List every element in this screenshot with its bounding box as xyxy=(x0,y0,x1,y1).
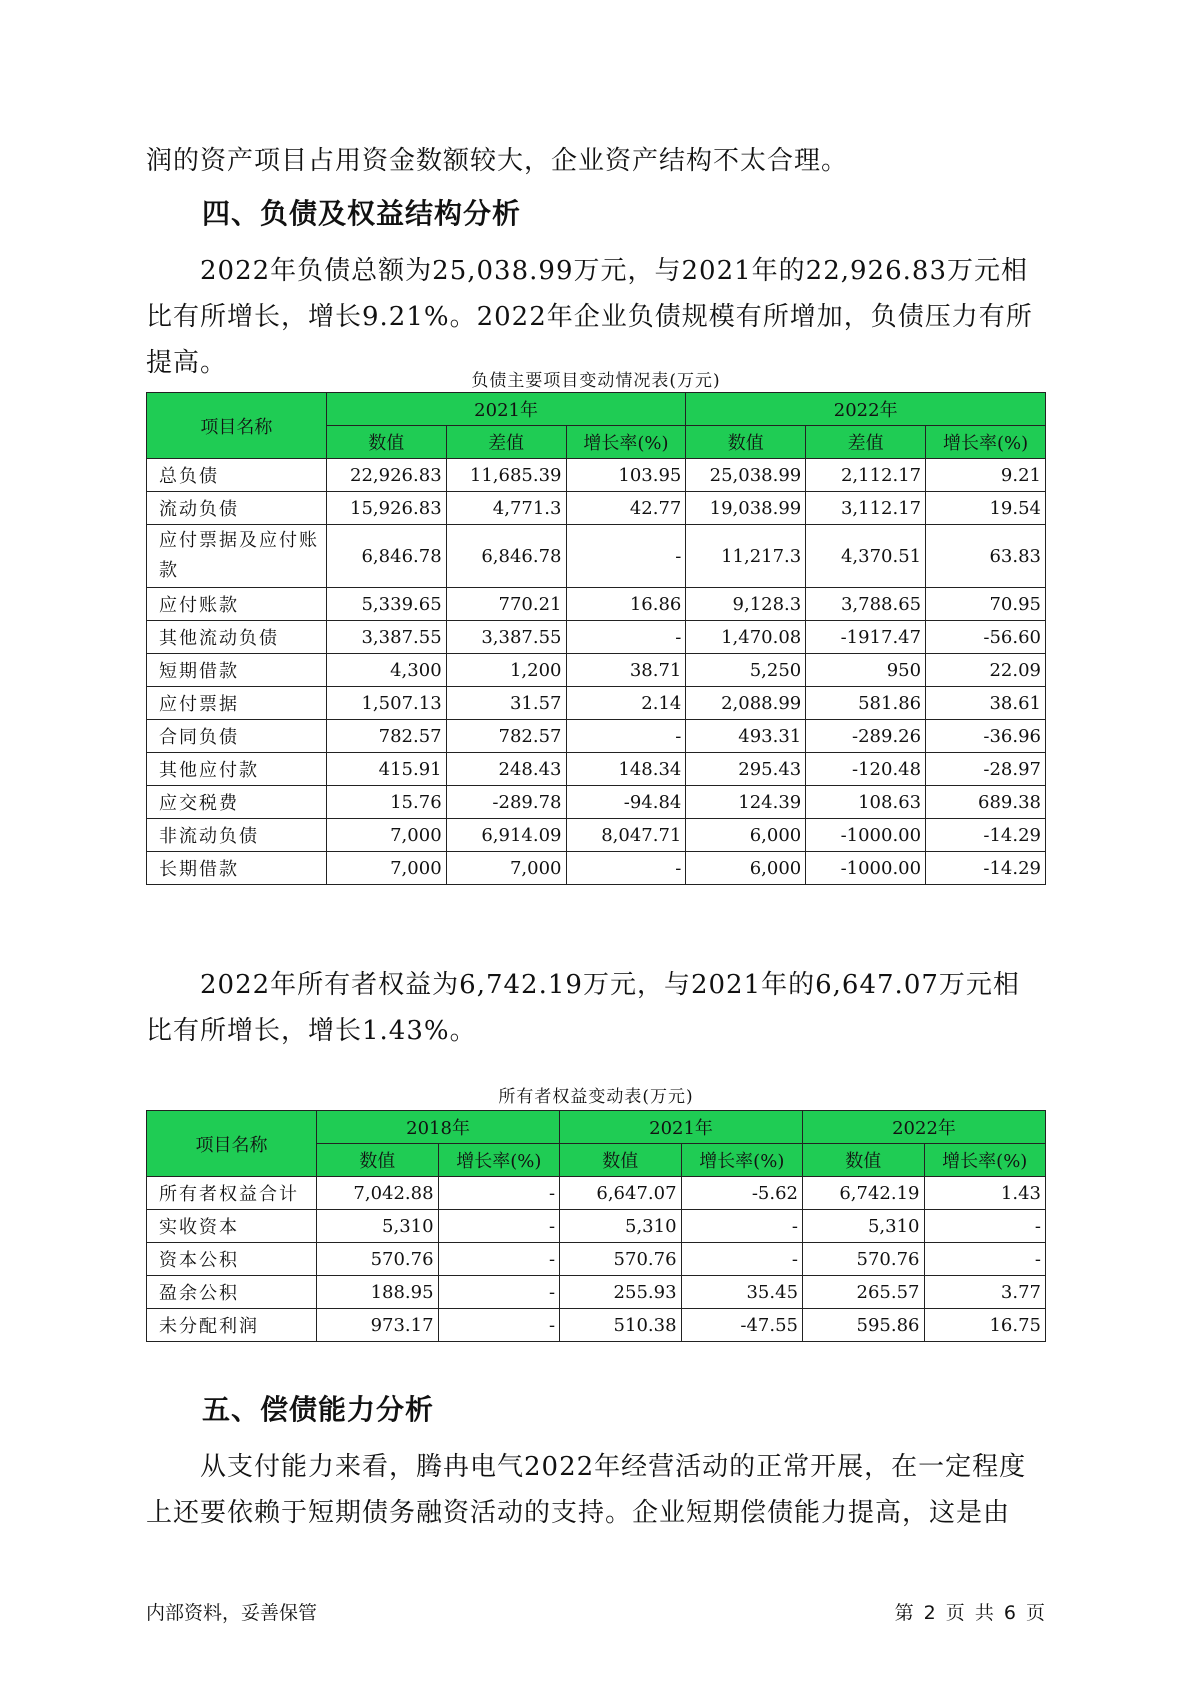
cell-value: 5,310 xyxy=(803,1210,924,1243)
year-2022-header: 2022年 xyxy=(686,393,1046,426)
row-label: 合同负债 xyxy=(147,720,327,753)
row-label: 盈余公积 xyxy=(147,1276,317,1309)
cell-growth: 9.21 xyxy=(926,459,1046,492)
cell-growth: 38.71 xyxy=(566,654,686,687)
cell-growth: - xyxy=(924,1243,1046,1276)
cell-value: 6,846.78 xyxy=(326,525,446,588)
value-header: 数值 xyxy=(686,426,806,459)
cell-diff: 11,685.39 xyxy=(446,459,566,492)
cell-value: 6,000 xyxy=(686,852,806,885)
cell-diff: -1000.00 xyxy=(806,819,926,852)
cell-growth: -94.84 xyxy=(566,786,686,819)
cell-growth: 1.43 xyxy=(924,1177,1046,1210)
cell-value: 15.76 xyxy=(326,786,446,819)
cell-diff: 4,771.3 xyxy=(446,492,566,525)
cell-diff: 31.57 xyxy=(446,687,566,720)
table-row xyxy=(147,459,1046,492)
row-label: 应付账款 xyxy=(147,588,327,621)
cell-value: 7,042.88 xyxy=(317,1177,438,1210)
cell-value: 5,250 xyxy=(686,654,806,687)
cell-value: 188.95 xyxy=(317,1276,438,1309)
year-2022-header: 2022年 xyxy=(803,1111,1046,1144)
row-label: 应交税费 xyxy=(147,786,327,819)
cell-growth: 16.86 xyxy=(566,588,686,621)
cell-growth: - xyxy=(438,1177,559,1210)
table-row xyxy=(147,786,1046,819)
cell-diff: -1000.00 xyxy=(806,852,926,885)
cell-value: 7,000 xyxy=(326,852,446,885)
cell-value: 19,038.99 xyxy=(686,492,806,525)
page-number: 第 2 页 共 6 页 xyxy=(894,1602,1045,1624)
cell-value: 493.31 xyxy=(686,720,806,753)
cell-growth: -47.55 xyxy=(681,1309,802,1342)
cell-growth: 63.83 xyxy=(926,525,1046,588)
row-label: 其他流动负债 xyxy=(147,621,327,654)
section-4-title: 四、负债及权益结构分析 xyxy=(202,197,522,230)
section-5-paragraph: 从支付能力来看，腾冉电气2022年经营活动的正常开展，在一定程度上还要依赖于短期债务融资活动的支持。企业短期偿债能力提高，这是由 xyxy=(146,1452,1027,1528)
cell-value: 22,926.83 xyxy=(326,459,446,492)
table-row xyxy=(147,852,1046,885)
cell-value: 5,310 xyxy=(560,1210,681,1243)
cell-value: 3,387.55 xyxy=(326,621,446,654)
liabilities-table-caption: 负债主要项目变动情况表(万元) xyxy=(471,371,721,391)
year-2021-header: 2021年 xyxy=(560,1111,803,1144)
cell-diff: 6,914.09 xyxy=(446,819,566,852)
cell-diff: 7,000 xyxy=(446,852,566,885)
cell-diff: 3,112.17 xyxy=(806,492,926,525)
table-row xyxy=(147,525,1046,588)
row-label: 实收资本 xyxy=(147,1210,317,1243)
cell-value: 5,310 xyxy=(317,1210,438,1243)
cell-growth: 689.38 xyxy=(926,786,1046,819)
cell-value: 4,300 xyxy=(326,654,446,687)
table-row xyxy=(147,1276,1046,1309)
cell-diff: -289.26 xyxy=(806,720,926,753)
cell-value: 255.93 xyxy=(560,1276,681,1309)
value-header: 数值 xyxy=(560,1144,681,1177)
cell-growth: 148.34 xyxy=(566,753,686,786)
cell-growth: 22.09 xyxy=(926,654,1046,687)
cell-growth: 35.45 xyxy=(681,1276,802,1309)
table-row xyxy=(147,654,1046,687)
cell-value: 15,926.83 xyxy=(326,492,446,525)
equity-table-caption: 所有者权益变动表(万元) xyxy=(498,1087,694,1107)
cell-value: 510.38 xyxy=(560,1309,681,1342)
cell-growth: - xyxy=(924,1210,1046,1243)
cell-diff: 1,200 xyxy=(446,654,566,687)
row-label: 所有者权益合计 xyxy=(147,1177,317,1210)
cell-value: 570.76 xyxy=(803,1243,924,1276)
cell-diff: 248.43 xyxy=(446,753,566,786)
cell-growth: 42.77 xyxy=(566,492,686,525)
diff-header: 差值 xyxy=(806,426,926,459)
item-name-header: 项目名称 xyxy=(147,393,327,459)
table-row xyxy=(147,1309,1046,1342)
cell-growth: 38.61 xyxy=(926,687,1046,720)
cell-diff: 950 xyxy=(806,654,926,687)
cell-growth: -56.60 xyxy=(926,621,1046,654)
row-label: 应付票据及应付账款 xyxy=(147,525,327,588)
cell-growth: -28.97 xyxy=(926,753,1046,786)
cell-diff: 2,112.17 xyxy=(806,459,926,492)
cell-diff: -1917.47 xyxy=(806,621,926,654)
row-label: 非流动负债 xyxy=(147,819,327,852)
row-label: 未分配利润 xyxy=(147,1309,317,1342)
cell-value: 6,742.19 xyxy=(803,1177,924,1210)
row-label: 长期借款 xyxy=(147,852,327,885)
cell-growth: 2.14 xyxy=(566,687,686,720)
cell-growth: -14.29 xyxy=(926,819,1046,852)
cell-value: 973.17 xyxy=(317,1309,438,1342)
year-2021-header: 2021年 xyxy=(326,393,686,426)
table-row xyxy=(147,1177,1046,1210)
cell-growth: - xyxy=(566,852,686,885)
table-row xyxy=(147,588,1046,621)
value-header: 数值 xyxy=(326,426,446,459)
cell-value: 595.86 xyxy=(803,1309,924,1342)
item-name-header: 项目名称 xyxy=(147,1111,317,1177)
table-row xyxy=(147,621,1046,654)
table-row xyxy=(147,819,1046,852)
row-label: 应付票据 xyxy=(147,687,327,720)
cell-value: 1,507.13 xyxy=(326,687,446,720)
row-label: 流动负债 xyxy=(147,492,327,525)
table-row xyxy=(147,720,1046,753)
cell-diff: 782.57 xyxy=(446,720,566,753)
year-2018-header: 2018年 xyxy=(317,1111,560,1144)
row-label: 短期借款 xyxy=(147,654,327,687)
cell-growth: 19.54 xyxy=(926,492,1046,525)
table-row xyxy=(147,753,1046,786)
cell-diff: 770.21 xyxy=(446,588,566,621)
cell-value: 2,088.99 xyxy=(686,687,806,720)
growth-header: 增长率(%) xyxy=(926,426,1046,459)
cell-value: 25,038.99 xyxy=(686,459,806,492)
growth-header: 增长率(%) xyxy=(924,1144,1046,1177)
equity-paragraph: 2022年所有者权益为6,742.19万元，与2021年的6,647.07万元相比有所增长，增长1.43%。 xyxy=(146,970,1020,1046)
cell-value: 415.91 xyxy=(326,753,446,786)
diff-header: 差值 xyxy=(446,426,566,459)
cell-diff: -289.78 xyxy=(446,786,566,819)
value-header: 数值 xyxy=(317,1144,438,1177)
cell-diff: -120.48 xyxy=(806,753,926,786)
section-5-title: 五、偿债能力分析 xyxy=(202,1393,435,1426)
cell-diff: 6,846.78 xyxy=(446,525,566,588)
cell-diff: 108.63 xyxy=(806,786,926,819)
cell-growth: - xyxy=(438,1243,559,1276)
growth-header: 增长率(%) xyxy=(438,1144,559,1177)
cell-value: 11,217.3 xyxy=(686,525,806,588)
equity-table xyxy=(146,1110,1046,1342)
growth-header: 增长率(%) xyxy=(566,426,686,459)
cell-growth: - xyxy=(438,1210,559,1243)
cell-growth: 3.77 xyxy=(924,1276,1046,1309)
cell-value: 7,000 xyxy=(326,819,446,852)
confidential-note: 内部资料，妥善保管 xyxy=(146,1602,318,1624)
cell-growth: -14.29 xyxy=(926,852,1046,885)
cell-value: 5,339.65 xyxy=(326,588,446,621)
row-label: 资本公积 xyxy=(147,1243,317,1276)
cell-value: 1,470.08 xyxy=(686,621,806,654)
cell-diff: 4,370.51 xyxy=(806,525,926,588)
cell-growth: - xyxy=(681,1243,802,1276)
growth-header: 增长率(%) xyxy=(681,1144,802,1177)
cell-value: 570.76 xyxy=(317,1243,438,1276)
table-row xyxy=(147,1243,1046,1276)
cell-value: 265.57 xyxy=(803,1276,924,1309)
cell-growth: -5.62 xyxy=(681,1177,802,1210)
cell-value: 782.57 xyxy=(326,720,446,753)
cell-growth: 103.95 xyxy=(566,459,686,492)
table-row xyxy=(147,687,1046,720)
cell-growth: 8,047.71 xyxy=(566,819,686,852)
intro-paragraph: 润的资产项目占用资金数额较大，企业资产结构不太合理。 xyxy=(146,146,849,176)
cell-growth: - xyxy=(566,720,686,753)
cell-value: 6,647.07 xyxy=(560,1177,681,1210)
cell-value: 124.39 xyxy=(686,786,806,819)
cell-diff: 3,788.65 xyxy=(806,588,926,621)
liabilities-table xyxy=(146,392,1046,885)
cell-growth: - xyxy=(566,621,686,654)
cell-value: 6,000 xyxy=(686,819,806,852)
cell-value: 570.76 xyxy=(560,1243,681,1276)
cell-diff: 3,387.55 xyxy=(446,621,566,654)
cell-growth: 70.95 xyxy=(926,588,1046,621)
cell-growth: -36.96 xyxy=(926,720,1046,753)
value-header: 数值 xyxy=(803,1144,924,1177)
cell-diff: 581.86 xyxy=(806,687,926,720)
row-label: 其他应付款 xyxy=(147,753,327,786)
row-label: 总负债 xyxy=(147,459,327,492)
table-row xyxy=(147,1210,1046,1243)
cell-growth: - xyxy=(438,1276,559,1309)
cell-growth: - xyxy=(438,1309,559,1342)
cell-growth: 16.75 xyxy=(924,1309,1046,1342)
cell-value: 9,128.3 xyxy=(686,588,806,621)
cell-growth: - xyxy=(681,1210,802,1243)
cell-growth: - xyxy=(566,525,686,588)
table-row xyxy=(147,492,1046,525)
section-4-paragraph: 2022年负债总额为25,038.99万元，与2021年的22,926.83万元相比有所增长，增长9.21%。2022年企业负债规模有所增加，负债压力有所提高。 xyxy=(146,256,1033,378)
cell-value: 295.43 xyxy=(686,753,806,786)
